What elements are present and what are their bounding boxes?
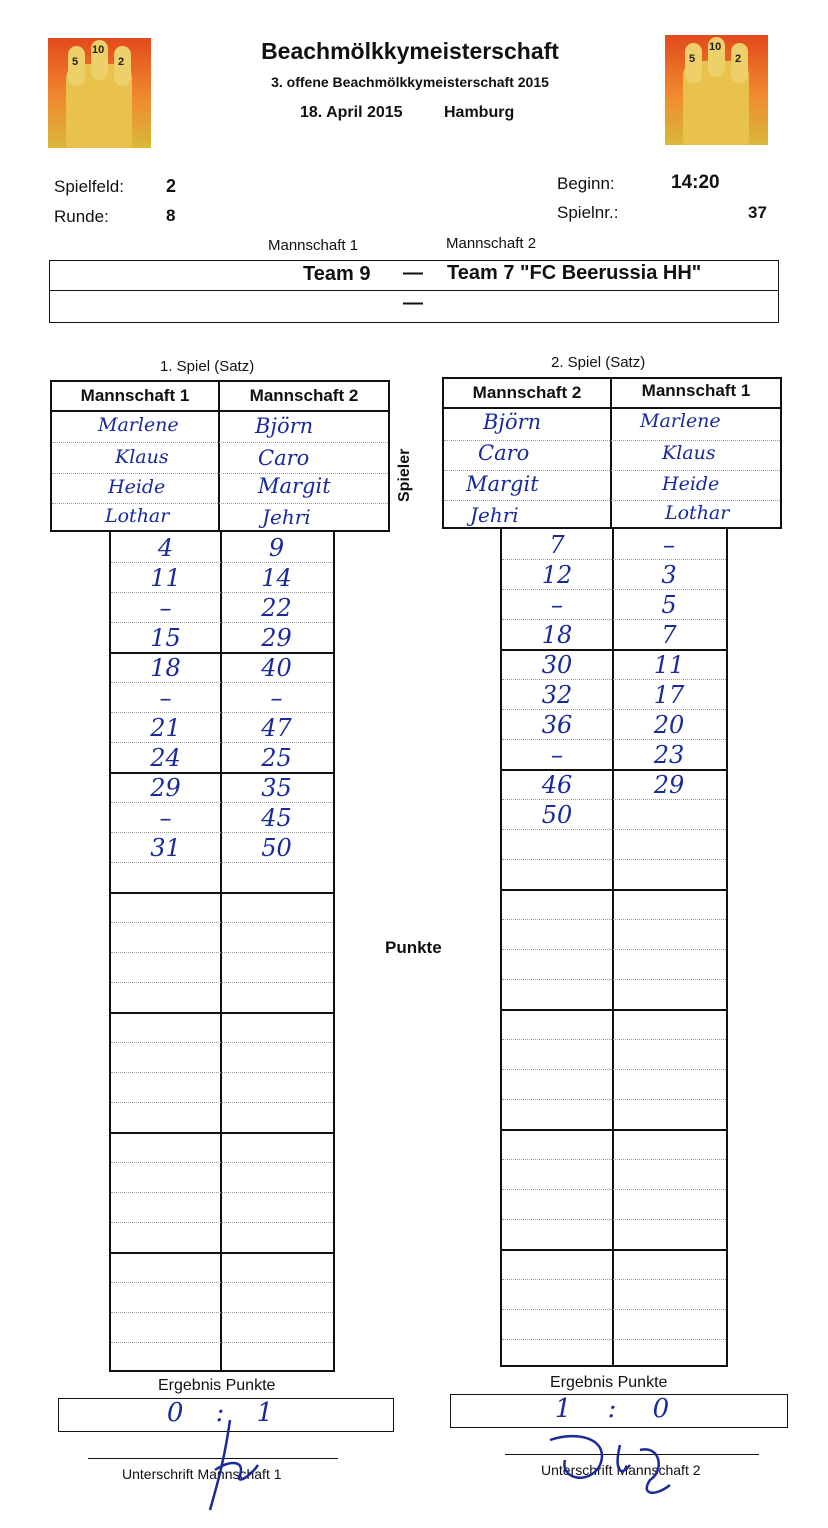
score-entry: 35 xyxy=(261,774,292,802)
score-entry: – xyxy=(551,591,563,619)
runde-value: 8 xyxy=(166,206,176,225)
score-row-line xyxy=(111,832,333,833)
game1-player: Lothar xyxy=(105,505,170,527)
score-entry: 45 xyxy=(261,804,292,832)
game1-player: Margit xyxy=(258,474,331,498)
score-entry: 17 xyxy=(653,681,685,709)
score-row-line xyxy=(111,742,333,743)
score-row-line xyxy=(111,562,333,563)
score-row-line xyxy=(502,1339,726,1340)
score-row-line xyxy=(111,712,333,713)
score-entry: 11 xyxy=(150,564,181,592)
block-divider xyxy=(111,1012,333,1014)
beginn-value: 14:20 xyxy=(671,172,720,193)
score-row-line xyxy=(502,1159,726,1160)
score-row-line xyxy=(111,922,333,923)
score-entry: 22 xyxy=(261,594,292,622)
score-row-line xyxy=(502,1189,726,1190)
game2-player: Jehri xyxy=(470,503,519,527)
logo-right xyxy=(665,35,768,145)
score-row-line xyxy=(111,592,333,593)
score-row-line xyxy=(111,1222,333,1223)
score-entry: 14 xyxy=(261,564,292,592)
logo-number: 2 xyxy=(735,53,742,65)
score-row-line xyxy=(502,739,726,740)
score-row-line xyxy=(502,949,726,950)
team-separator: — xyxy=(403,262,423,284)
game1-player: Klaus xyxy=(115,446,169,468)
score-entry: 30 xyxy=(541,651,573,679)
block-divider xyxy=(502,1129,726,1131)
logo-number: 5 xyxy=(689,53,696,65)
score-row-line xyxy=(502,979,726,980)
game2-player: Caro xyxy=(478,441,530,465)
score-entry: 18 xyxy=(541,621,573,649)
score-entry: 25 xyxy=(261,744,292,772)
score-row-line xyxy=(111,622,333,623)
signature-1 xyxy=(190,1415,280,1515)
block-divider xyxy=(111,1132,333,1134)
score-row-line xyxy=(502,859,726,860)
block-divider xyxy=(502,889,726,891)
game2-col1-header: Mannschaft 2 xyxy=(472,383,582,402)
spielfeld-label: Spielfeld: xyxy=(54,177,124,196)
score-row-line xyxy=(502,1309,726,1310)
score-entry: 9 xyxy=(268,534,285,562)
score-entry: 24 xyxy=(150,744,181,772)
score-entry: 29 xyxy=(653,771,685,799)
score-row-line xyxy=(502,1069,726,1070)
score-row-line xyxy=(502,919,726,920)
event-date: 18. April 2015 xyxy=(300,104,403,121)
game1-player: Marlene xyxy=(98,414,179,436)
score-entry: – xyxy=(663,531,675,559)
score-entry: 50 xyxy=(261,834,292,862)
logo-number: 10 xyxy=(709,41,722,53)
score-entry: 7 xyxy=(549,531,565,559)
score-row-line xyxy=(502,829,726,830)
page-title: Beachmölkkymeisterschaft xyxy=(261,38,559,64)
score-row-line xyxy=(111,1282,333,1283)
score-row-line xyxy=(502,1039,726,1040)
score-entry: 50 xyxy=(541,801,573,829)
score-row-line xyxy=(502,1219,726,1220)
event-place: Hamburg xyxy=(444,104,515,121)
subtitle: 3. offene Beachmölkkymeisterschaft 2015 xyxy=(271,74,549,90)
score-row-line xyxy=(502,1279,726,1280)
runde-label: Runde: xyxy=(54,207,109,226)
game1-title: 1. Spiel (Satz) xyxy=(160,358,255,375)
score-entry: 29 xyxy=(261,624,292,652)
score-row-line xyxy=(502,1099,726,1100)
score-entry: 12 xyxy=(541,561,573,589)
game2-player: Klaus xyxy=(662,442,716,464)
team-label-2: Mannschaft 2 xyxy=(446,235,537,252)
game1-col2-header: Mannschaft 2 xyxy=(249,386,359,405)
score-row-line xyxy=(111,1192,333,1193)
game1-player: Caro xyxy=(258,446,310,470)
score-entry: 40 xyxy=(261,654,292,682)
score-row-line xyxy=(111,1342,333,1343)
score-entry: 7 xyxy=(661,621,677,649)
score-row-line xyxy=(111,982,333,983)
score-entry: 3 xyxy=(661,561,677,589)
game2-player: Heide xyxy=(662,473,720,495)
score-entry: 15 xyxy=(150,624,181,652)
score-row-line xyxy=(502,709,726,710)
score-entry: 4 xyxy=(157,534,174,562)
score-entry: 36 xyxy=(541,711,573,739)
game2-sign-label: Unterschrift Mannschaft 2 xyxy=(541,1462,701,1478)
block-divider xyxy=(111,1252,333,1254)
score-entry: 5 xyxy=(661,591,677,619)
logo-number: 10 xyxy=(92,44,105,56)
block-divider xyxy=(502,1009,726,1011)
score-entry: – xyxy=(159,804,172,832)
game2-result: 1 : 0 xyxy=(554,1394,684,1424)
score-row-line xyxy=(502,679,726,680)
score-entry: 11 xyxy=(653,651,685,679)
score-entry: 21 xyxy=(150,714,181,742)
beginn-label: Beginn: xyxy=(557,174,615,193)
score-entry: – xyxy=(159,594,172,622)
spielfeld-value: 2 xyxy=(166,176,177,196)
team-separator-empty: — xyxy=(403,292,423,314)
game1-result: 0 : 1 xyxy=(166,1398,286,1428)
game2-player: Lothar xyxy=(665,502,730,524)
score-row-line xyxy=(111,1312,333,1313)
score-entry: 47 xyxy=(261,714,292,742)
logo-left xyxy=(48,38,151,148)
spieler-label: Spieler xyxy=(396,448,413,502)
game2-player: Björn xyxy=(483,410,542,434)
score-row-line xyxy=(502,559,726,560)
score-row-line xyxy=(111,1042,333,1043)
score-entry: 46 xyxy=(541,771,573,799)
spielnr-label: Spielnr.: xyxy=(557,203,619,222)
block-divider xyxy=(502,1249,726,1251)
team-1-name: Team 9 xyxy=(303,263,371,285)
signature-2 xyxy=(540,1425,690,1505)
game1-player: Jehri xyxy=(262,505,311,529)
score-entry: 31 xyxy=(150,834,181,862)
score-entry: 23 xyxy=(653,741,685,769)
score-entry: 20 xyxy=(653,711,685,739)
score-row-line xyxy=(111,802,333,803)
team-2-name: Team 7 "FC Beerussia HH" xyxy=(447,262,702,284)
game1-player: Björn xyxy=(255,414,314,438)
spielnr-value: 37 xyxy=(748,203,767,222)
game2-col2-header: Mannschaft 1 xyxy=(641,381,751,400)
score-row-line xyxy=(502,589,726,590)
game2-title: 2. Spiel (Satz) xyxy=(551,354,646,371)
score-row-line xyxy=(502,799,726,800)
block-divider xyxy=(111,892,333,894)
score-entry: 29 xyxy=(150,774,181,802)
score-row-line xyxy=(111,682,333,683)
team-label-1: Mannschaft 1 xyxy=(268,237,359,254)
game2-result-label: Ergebnis Punkte xyxy=(550,1374,668,1391)
score-entry: – xyxy=(270,684,283,712)
score-row-line xyxy=(111,1102,333,1103)
score-row-line xyxy=(111,952,333,953)
game1-col1-header: Mannschaft 1 xyxy=(80,386,190,405)
game2-player: Margit xyxy=(466,472,539,496)
game1-player: Heide xyxy=(108,476,166,498)
score-row-line xyxy=(111,862,333,863)
score-entry: – xyxy=(551,741,563,769)
score-entry: 18 xyxy=(150,654,181,682)
game2-player: Marlene xyxy=(640,410,721,432)
score-entry: 32 xyxy=(541,681,573,709)
logo-number: 5 xyxy=(72,56,79,68)
logo-number: 2 xyxy=(118,56,125,68)
score-row-line xyxy=(111,1072,333,1073)
punkte-label: Punkte xyxy=(385,938,442,957)
game1-result-label: Ergebnis Punkte xyxy=(158,1377,276,1394)
score-row-line xyxy=(111,1162,333,1163)
score-entry: – xyxy=(159,684,172,712)
score-row-line xyxy=(502,619,726,620)
game1-sign-label: Unterschrift Mannschaft 1 xyxy=(122,1466,282,1482)
